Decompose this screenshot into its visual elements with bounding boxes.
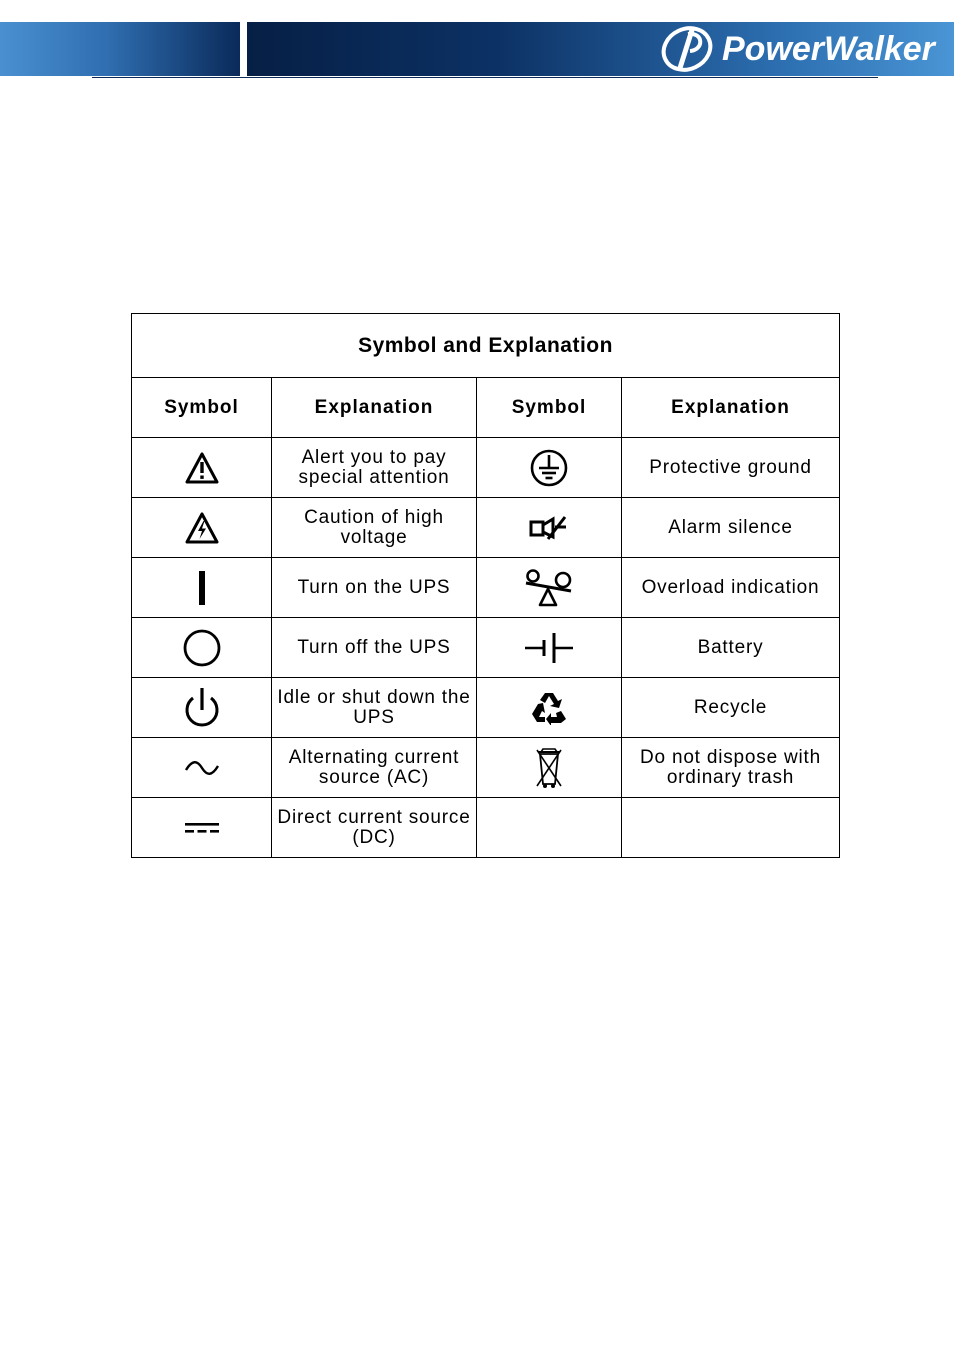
explanation-text: Direct current source (DC) [272,798,477,858]
table-row [132,618,840,678]
explanation-text: Alert you to pay special attention [272,438,477,498]
symbol-cell [132,618,272,678]
overload-icon [523,568,575,608]
explanation-text: Battery [622,618,840,678]
explanation-text-empty [622,798,840,858]
symbol-cell [132,438,272,498]
recycle-icon [530,691,568,725]
table-title: Symbol and Explanation [132,314,840,378]
explanation-text: Alarm silence [622,498,840,558]
symbol-cell [132,558,272,618]
explanation-text: Turn off the UPS [272,618,477,678]
explanation-text: Do not dispose with ordinary trash [622,738,840,798]
symbol-cell-empty [477,798,622,858]
explanation-text: Caution of high voltage [272,498,477,558]
symbol-cell [477,678,622,738]
power-on-icon [196,570,208,606]
standby-icon [182,686,222,730]
brand-mark-icon [658,24,716,74]
symbol-cell [132,738,272,798]
power-off-icon [182,628,222,668]
ac-icon [184,758,220,778]
column-header-symbol: Symbol [477,378,622,438]
table-row [132,738,840,798]
alarm-silence-icon [529,515,569,541]
column-header-symbol: Symbol [132,378,272,438]
symbol-cell [132,498,272,558]
table-row [132,678,840,738]
weee-bin-icon [533,746,565,790]
brand-name: PowerWalker [722,29,935,68]
table-row [132,498,840,558]
dc-icon [184,820,220,836]
table-row [132,438,840,498]
column-header-explanation: Explanation [622,378,840,438]
symbol-cell [477,558,622,618]
symbol-table [131,313,840,858]
warning-exclamation-icon [184,451,220,485]
symbol-cell [477,738,622,798]
symbol-cell [477,438,622,498]
page-header [0,0,954,80]
battery-icon [523,631,575,665]
explanation-text: Protective ground [622,438,840,498]
explanation-text: Recycle [622,678,840,738]
explanation-text: Turn on the UPS [272,558,477,618]
explanation-text: Overload indication [622,558,840,618]
symbol-cell [132,678,272,738]
header-rule [92,77,878,78]
brand-logo [658,22,935,76]
protective-ground-icon [529,448,569,488]
symbol-cell [132,798,272,858]
explanation-text: Alternating current source (AC) [272,738,477,798]
header-band-gap [240,22,247,76]
column-header-explanation: Explanation [272,378,477,438]
table-row [132,798,840,858]
explanation-text: Idle or shut down the UPS [272,678,477,738]
high-voltage-icon [184,511,220,545]
symbol-cell [477,618,622,678]
symbol-cell [477,498,622,558]
table-row [132,558,840,618]
header-band-left [0,22,240,76]
